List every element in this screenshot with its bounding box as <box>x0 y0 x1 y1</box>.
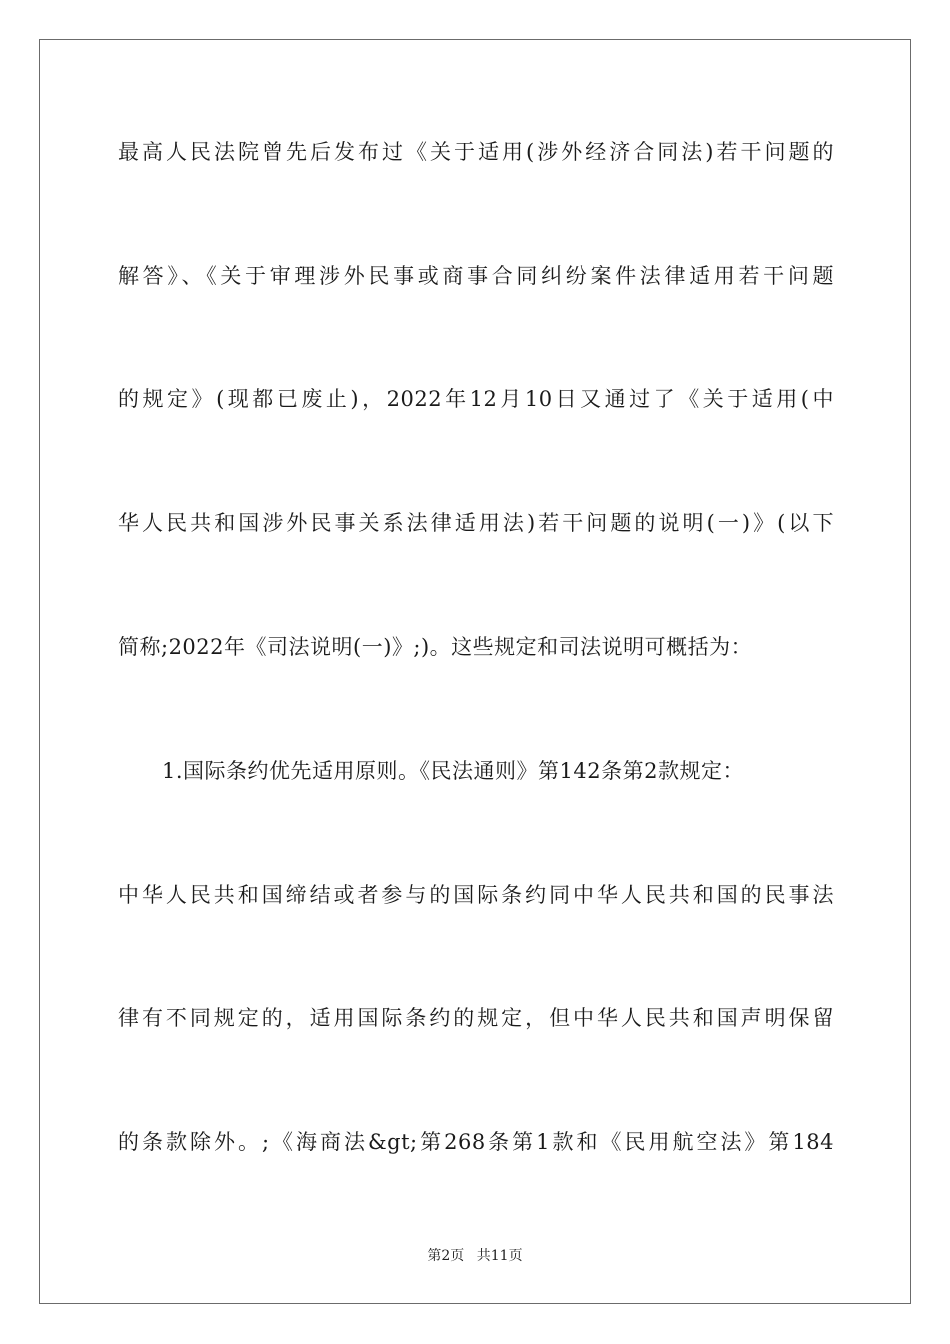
page-footer <box>0 1247 950 1265</box>
page-border <box>39 39 911 1304</box>
text-line-9: 的条款除外。;《海商法&gt;第268条第1款和《民用航空法》第184 <box>118 1130 834 1154</box>
page-number: 第2页 <box>427 1248 465 1264</box>
text-line-5: 简称;2022年《司法说明(一)》;)。这些规定和司法说明可概括为： <box>118 635 753 659</box>
text-line-2: 解答》、《关于审理涉外民事或商事合同纠纷案件法律适用若干问题 <box>118 264 834 288</box>
text-line-4: 华人民共和国涉外民事关系法律适用法)若干问题的说明(一)》(以下 <box>118 511 834 535</box>
text-line-3: 的规定》(现都已废止)，2022年12月10日又通过了《关于适用(中 <box>118 387 834 411</box>
text-line-8: 律有不同规定的，适用国际条约的规定，但中华人民共和国声明保留 <box>118 1006 834 1030</box>
text-line-1: 最高人民法院曾先后发布过《关于适用(涉外经济合同法)若干问题的 <box>118 140 834 164</box>
text-line-7: 中华人民共和国缔结或者参与的国际条约同中华人民共和国的民事法 <box>118 883 834 907</box>
text-line-6: 1.国际条约优先适用原则。《民法通则》第142条第2款规定： <box>162 759 744 783</box>
page-total: 共11页 <box>476 1248 523 1264</box>
